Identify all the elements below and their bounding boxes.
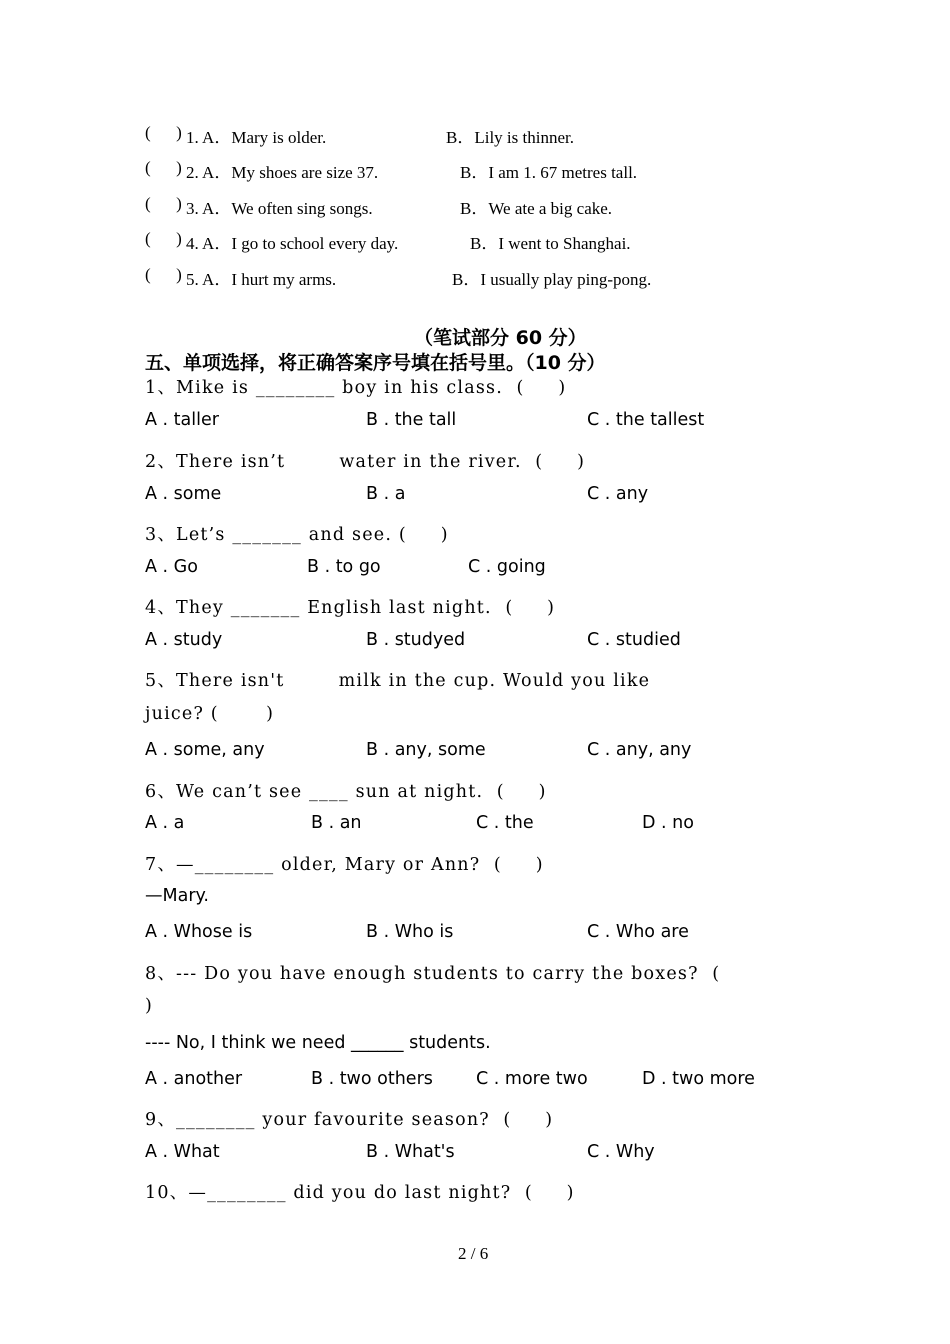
question-1-stem: 1、Mike is ________ boy in his class. ( ) <box>145 378 567 398</box>
choice-a: A . taller <box>145 410 219 430</box>
option-a: 2. A．My shoes are size 37. <box>186 163 379 182</box>
choice-c: C . studied <box>587 630 681 650</box>
question-7-stem: 7、—________ older, Mary or Ann? ( ) <box>145 855 544 875</box>
option-a: 3. A．We often sing songs. <box>186 199 373 218</box>
question-2-stem: 2、There isn’t water in the river. ( ) <box>145 452 586 472</box>
section-five-title: 五、单项选择，将正确答案序号填在括号里。（10 分） <box>145 352 606 374</box>
question-8-stem-continued: ) <box>145 996 154 1016</box>
choice-b: B . to go <box>307 557 381 577</box>
choice-a: A . Whose is <box>145 922 253 942</box>
choice-c: C . any <box>587 484 649 504</box>
question-4-stem: 4、They _______ English last night. ( ) <box>145 598 556 618</box>
choice-a: A . a <box>145 813 185 833</box>
choice-b: B . Who is <box>366 922 454 942</box>
answer-paren: ( ) <box>145 229 182 248</box>
question-9-stem: 9、________ your favourite season? ( ) <box>145 1110 554 1130</box>
answer-paren: ( ) <box>145 194 182 213</box>
option-b: B．I usually play ping-pong. <box>452 270 652 289</box>
choice-a: A . What <box>145 1142 220 1162</box>
question-3-stem: 3、Let’s _______ and see. ( ) <box>145 525 449 545</box>
choice-c: C . going <box>468 557 546 577</box>
option-a: 4. A．I go to school every day. <box>186 234 399 253</box>
choice-d: D . two more <box>642 1069 755 1089</box>
page-number: 2 / 6 <box>458 1244 489 1263</box>
choice-c: C . Why <box>587 1142 655 1162</box>
choice-a: A . some <box>145 484 222 504</box>
choice-a: A . study <box>145 630 223 650</box>
choice-b: B . an <box>311 813 362 833</box>
option-a: 1. A．Mary is older. <box>186 128 327 147</box>
answer-paren: ( ) <box>145 123 182 142</box>
choice-c: C . any, any <box>587 740 692 760</box>
choice-c: C . Who are <box>587 922 689 942</box>
choice-b: B . any, some <box>366 740 486 760</box>
option-b: B．We ate a big cake. <box>460 199 613 218</box>
choice-a: A . another <box>145 1069 243 1089</box>
choice-b: B . two others <box>311 1069 433 1089</box>
question-5-stem-continued: juice? ( ) <box>145 704 275 724</box>
choice-c: C . the <box>476 813 534 833</box>
option-b: B．I am 1. 67 metres tall. <box>460 163 638 182</box>
choice-b: B . studyed <box>366 630 466 650</box>
choice-d: D . no <box>642 813 694 833</box>
choice-c: C . more two <box>476 1069 588 1089</box>
question-6-stem: 6、We can’t see ____ sun at night. ( ) <box>145 782 547 802</box>
answer-paren: ( ) <box>145 265 182 284</box>
question-10-stem: 10、—________ did you do last night? ( ) <box>145 1183 575 1203</box>
answer-paren: ( ) <box>145 158 182 177</box>
question-7-reply: —Mary. <box>145 886 209 906</box>
choice-c: C . the tallest <box>587 410 705 430</box>
choice-b: B . a <box>366 484 406 504</box>
option-a: 5. A．I hurt my arms. <box>186 270 337 289</box>
written-part-title: （笔试部分 60 分） <box>414 327 587 349</box>
question-8-reply: ---- No, I think we need ______ students. <box>145 1033 491 1053</box>
question-8-stem: 8、--- Do you have enough students to carry the boxes? ( <box>145 964 721 984</box>
option-b: B．Lily is thinner. <box>446 128 574 147</box>
choice-b: B . the tall <box>366 410 457 430</box>
choice-a: A . Go <box>145 557 198 577</box>
choice-b: B . What's <box>366 1142 455 1162</box>
question-5-stem: 5、There isn't milk in the cup. Would you like <box>145 671 651 691</box>
choice-a: A . some, any <box>145 740 265 760</box>
option-b: B．I went to Shanghai. <box>470 234 631 253</box>
